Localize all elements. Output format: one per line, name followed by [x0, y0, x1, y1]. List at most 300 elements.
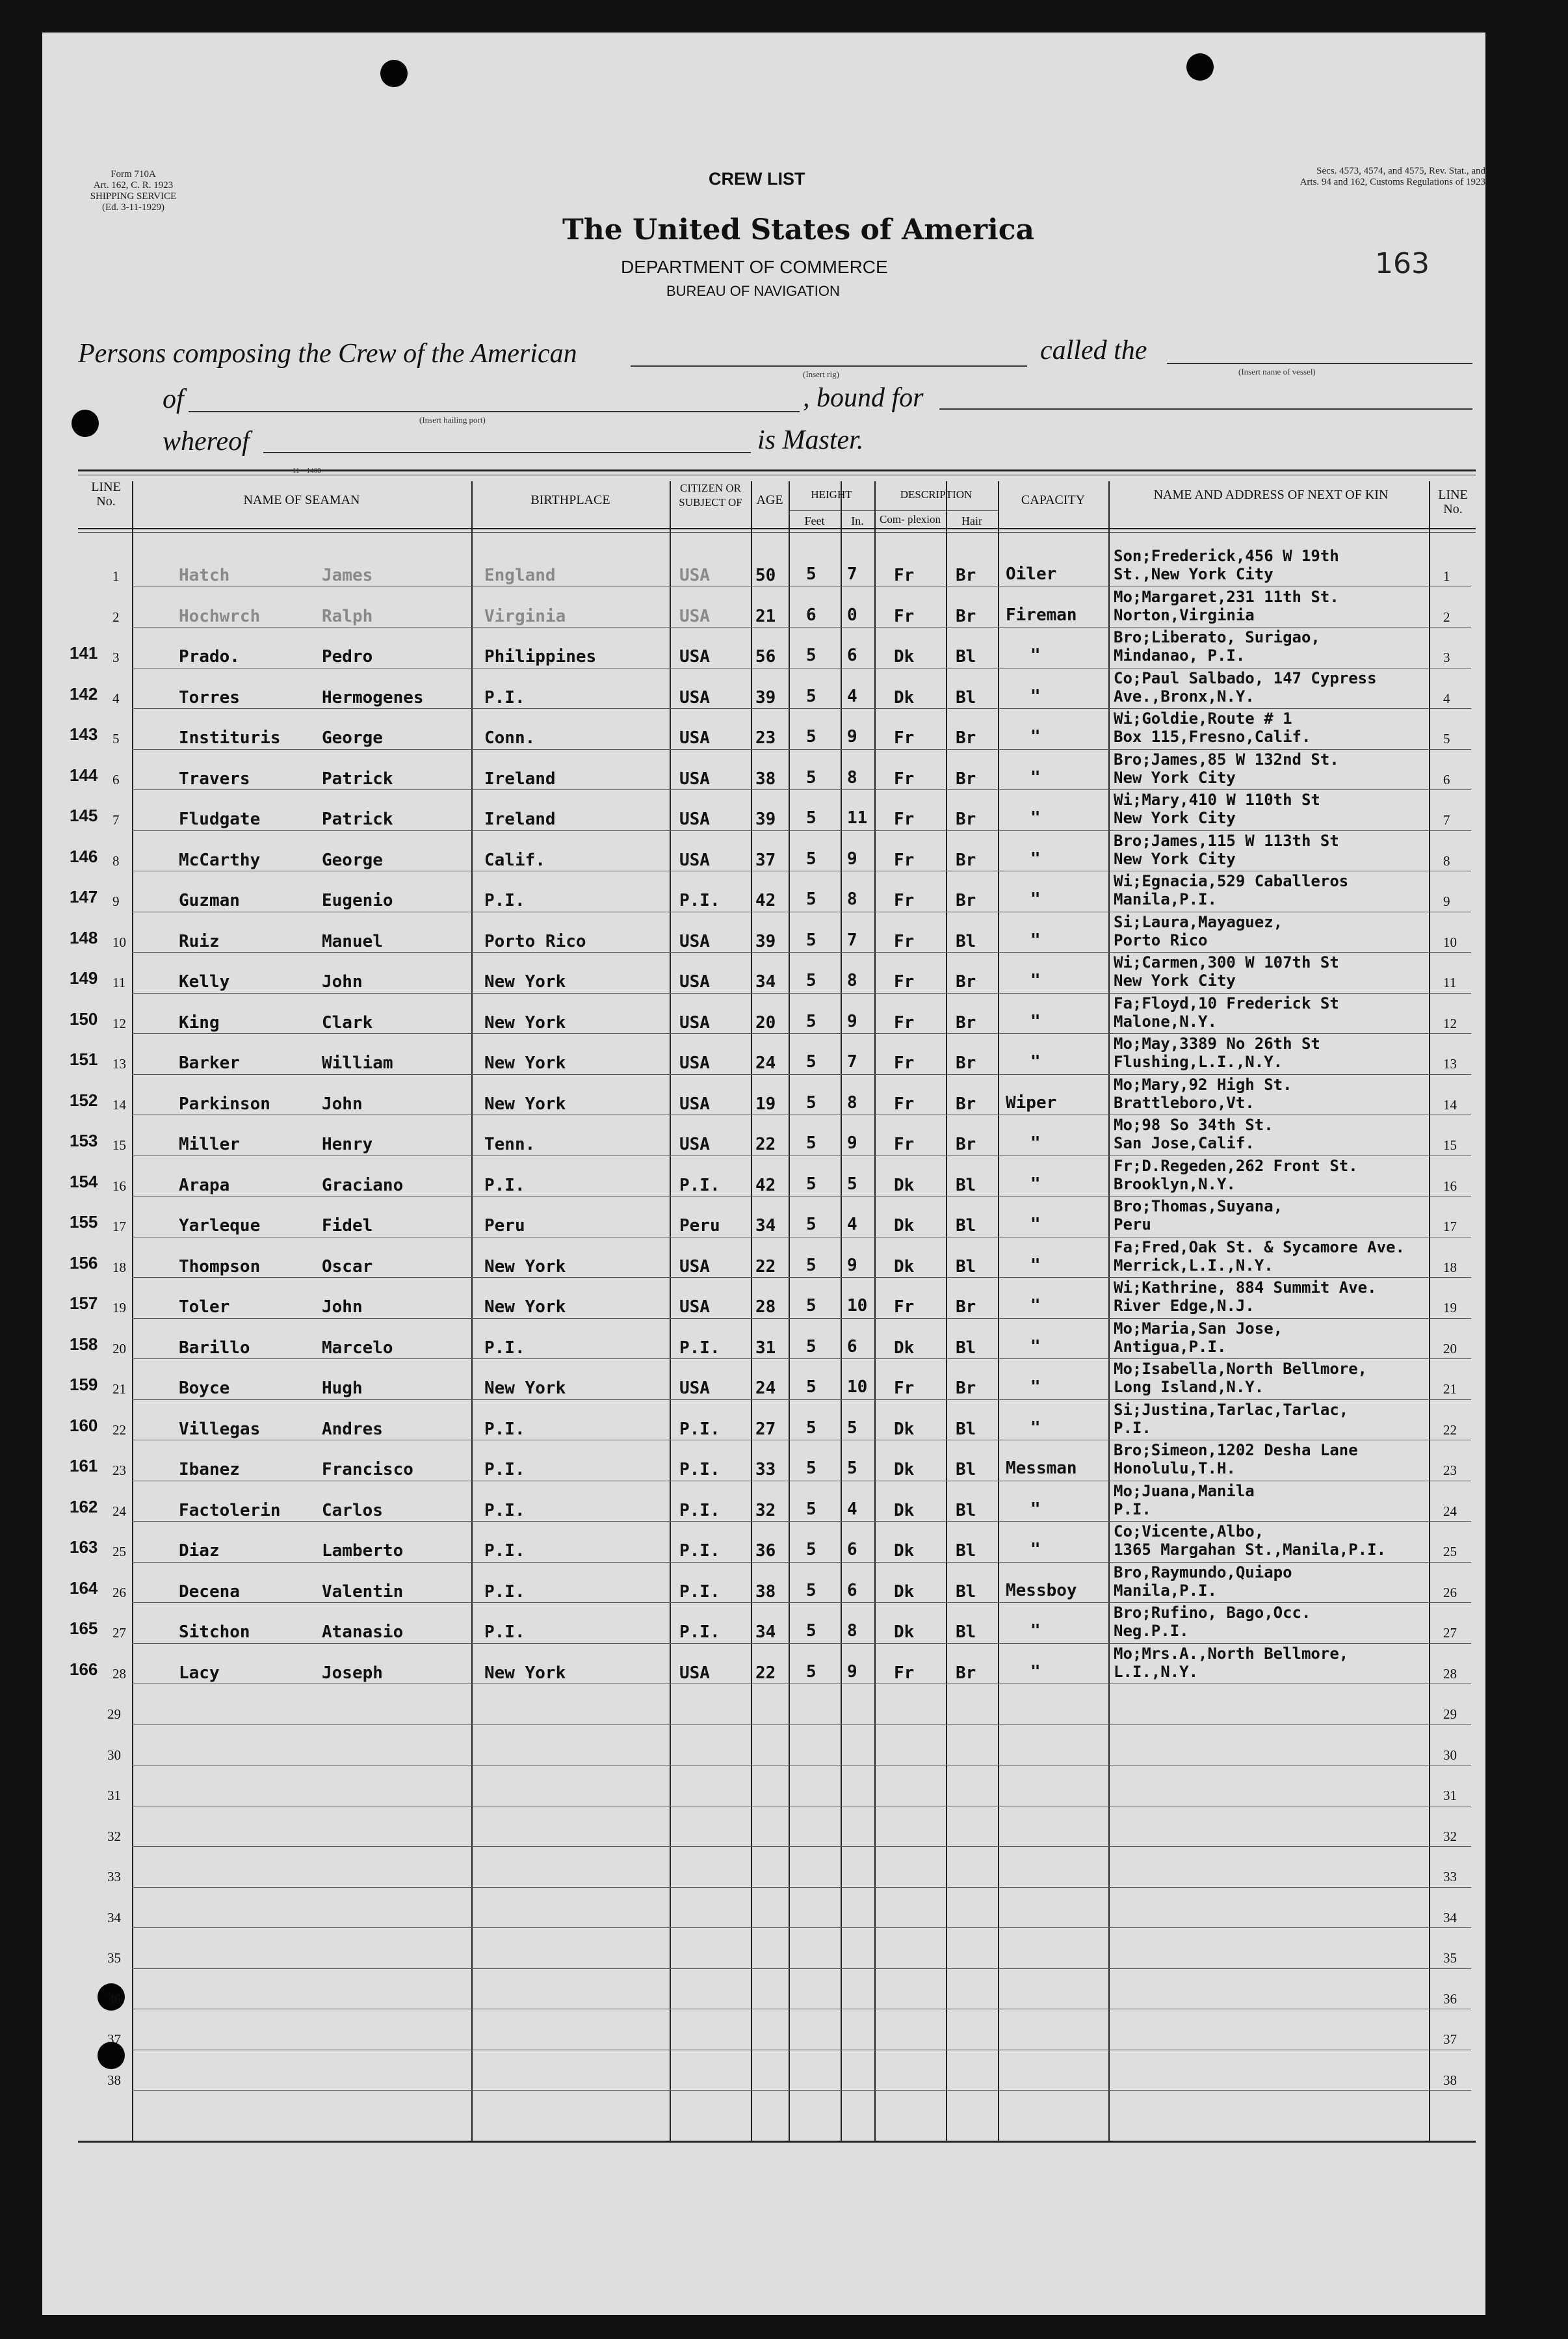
age: 56: [755, 647, 776, 667]
seaman-given-name: Atanasio: [322, 1622, 404, 1642]
height-inches: 11: [847, 808, 868, 828]
height-feet: 5: [806, 1499, 817, 1519]
complexion: Dk: [894, 1338, 915, 1358]
age: 39: [755, 931, 776, 951]
next-of-kin-line-1: Co;Paul Salbado, 147 Cypress: [1114, 668, 1377, 687]
citizenship: USA: [679, 687, 710, 707]
seaman-given-name: Francisco: [322, 1460, 413, 1479]
seaman-surname: Factolerin: [179, 1500, 281, 1520]
citizenship: USA: [679, 931, 710, 951]
line-number-right: 8: [1443, 852, 1450, 869]
line-number-right: 29: [1443, 1706, 1457, 1722]
empty-row: [42, 2009, 1485, 2050]
crew-serial-number: 163: [70, 1537, 98, 1557]
hair-color: Br: [956, 972, 976, 992]
birthplace: Ireland: [484, 810, 556, 829]
height-inches: 5: [847, 1174, 857, 1194]
col-header-complexion: Com- plexion: [880, 513, 941, 525]
height-feet: 5: [806, 1052, 817, 1072]
bound-for-text: , bound for: [803, 383, 924, 413]
seaman-given-name: Ralph: [322, 606, 373, 626]
birthplace: Virginia: [484, 606, 566, 626]
next-of-kin-line-2: New York City: [1114, 849, 1236, 868]
citizenship: USA: [679, 566, 710, 585]
empty-row: [42, 2050, 1485, 2091]
height-inches: 10: [847, 1377, 868, 1397]
crew-row: [42, 1237, 1485, 1278]
height-feet: 5: [806, 930, 817, 950]
citizenship: Peru: [679, 1216, 720, 1236]
line-number-right: 16: [1443, 1178, 1457, 1194]
capacity: Oiler: [1006, 564, 1057, 584]
hair-color: Br: [956, 1663, 976, 1683]
bureau-title: BUREAU OF NAVIGATION: [666, 283, 840, 299]
empty-row: [42, 1725, 1485, 1766]
line-number: 9: [112, 893, 120, 909]
birthplace: Tenn.: [484, 1135, 536, 1154]
age: 32: [755, 1500, 776, 1520]
crew-row: [42, 1034, 1485, 1075]
line-number: 2: [112, 609, 120, 625]
seaman-surname: Instituris: [179, 728, 281, 748]
next-of-kin-line-1: Wi;Goldie,Route # 1: [1114, 709, 1292, 728]
line-number-right: 26: [1443, 1584, 1457, 1600]
seaman-given-name: Graciano: [322, 1175, 404, 1195]
capacity: ": [1030, 1499, 1041, 1519]
crew-serial-number: 166: [70, 1659, 98, 1679]
line-number: 7: [112, 812, 120, 828]
next-of-kin-line-1: Bro,Raymundo,Quiapo: [1114, 1563, 1292, 1581]
empty-row: [42, 1969, 1485, 2010]
next-of-kin-line-2: 1365 Margahan St.,Manila,P.I.: [1114, 1540, 1387, 1559]
col-header-age: AGE: [756, 493, 783, 507]
birthplace: P.I.: [484, 1581, 525, 1602]
col-header-inches: In.: [851, 514, 864, 527]
line-number-right: 15: [1443, 1137, 1457, 1153]
complexion: Dk: [894, 1460, 915, 1479]
crew-row: [42, 831, 1485, 872]
birthplace: New York: [484, 1012, 566, 1033]
seaman-surname: Hatch: [179, 566, 230, 585]
capacity: ": [1030, 1377, 1041, 1397]
line-number: 35: [107, 1950, 121, 1966]
height-feet: 5: [806, 564, 817, 584]
birthplace: Porto Rico: [484, 931, 586, 951]
line-number: 22: [112, 1421, 126, 1438]
capacity: ": [1030, 1133, 1041, 1153]
seaman-given-name: Oscar: [322, 1256, 373, 1276]
complexion: Fr: [894, 891, 915, 910]
height-feet: 5: [806, 1418, 817, 1438]
seaman-given-name: Carlos: [322, 1500, 383, 1520]
next-of-kin-line-2: Brooklyn,N.Y.: [1114, 1174, 1236, 1193]
seaman-surname: Sitchon: [179, 1622, 250, 1642]
seaman-given-name: Clark: [322, 1012, 373, 1033]
citizenship: USA: [679, 1663, 710, 1683]
age: 34: [755, 1622, 776, 1642]
is-master-text: is Master.: [757, 425, 864, 455]
citizenship: USA: [679, 810, 710, 829]
hair-color: Bl: [956, 1500, 976, 1520]
line-number-right: 22: [1443, 1421, 1457, 1438]
birthplace: New York: [484, 1663, 566, 1683]
birthplace: New York: [484, 972, 566, 992]
seaman-given-name: Marcelo: [322, 1338, 393, 1358]
col-header-name: NAME OF SEAMAN: [243, 493, 360, 507]
crew-serial-number: 159: [70, 1375, 98, 1394]
table-top-rule: [78, 469, 1476, 471]
form-id-block: [88, 169, 179, 213]
capacity: ": [1030, 646, 1041, 665]
line-number-right: 30: [1443, 1747, 1457, 1763]
birthplace: New York: [484, 1053, 566, 1073]
crew-row: [42, 1319, 1485, 1360]
capacity: ": [1030, 930, 1041, 950]
height-inches: 4: [847, 1215, 857, 1234]
next-of-kin-line-2: Norton,Virginia: [1114, 605, 1255, 624]
height-feet: 5: [806, 1661, 817, 1682]
birthplace: Philippines: [484, 647, 597, 667]
col-header-hair: Hair: [961, 514, 982, 527]
next-of-kin-line-1: Mo;Isabella,North Bellmore,: [1114, 1360, 1368, 1378]
birthplace: New York: [484, 1297, 566, 1317]
capacity: ": [1030, 1336, 1041, 1356]
next-of-kin-line-2: New York City: [1114, 768, 1236, 787]
next-of-kin-line-2: Antigua,P.I.: [1114, 1337, 1227, 1356]
age: 23: [755, 728, 776, 748]
citizenship: USA: [679, 728, 710, 748]
height-feet: 5: [806, 971, 817, 990]
seaman-given-name: Lamberto: [322, 1541, 404, 1561]
crew-serial-number: 149: [70, 968, 98, 988]
complexion: Fr: [894, 1012, 915, 1033]
seaman-given-name: Joseph: [322, 1663, 383, 1683]
next-of-kin-line-2: Neg.P.I.: [1114, 1622, 1189, 1640]
line-number-right: 33: [1443, 1869, 1457, 1884]
whereof-text: whereof: [163, 427, 250, 456]
complexion: Fr: [894, 728, 915, 748]
crew-serial-number: 162: [70, 1496, 98, 1516]
complexion: Dk: [894, 1581, 915, 1602]
form-id-line: SHIPPING SERVICE: [90, 191, 177, 202]
age: 42: [755, 891, 776, 910]
line-number: 26: [112, 1584, 126, 1600]
line-number: 37: [107, 2031, 121, 2047]
complexion: Dk: [894, 1216, 915, 1236]
col-header-height: HEIGHT: [811, 488, 852, 501]
crew-row: [42, 587, 1485, 628]
next-of-kin-line-2: Mindanao, P.I.: [1114, 646, 1246, 665]
hair-color: Br: [956, 566, 976, 585]
seaman-given-name: James: [322, 566, 373, 585]
line-number: 4: [112, 690, 120, 706]
height-inches: 9: [847, 849, 857, 869]
empty-row: [42, 1847, 1485, 1888]
height-feet: 5: [806, 727, 817, 747]
age: 36: [755, 1541, 776, 1561]
capacity: ": [1030, 1418, 1041, 1438]
age: 22: [755, 1663, 776, 1683]
seaman-given-name: Hugh: [322, 1379, 363, 1398]
citizenship: P.I.: [679, 891, 720, 910]
height-inches: 6: [847, 1336, 857, 1356]
complexion: Fr: [894, 972, 915, 992]
line-number: 6: [112, 771, 120, 787]
citizenship: USA: [679, 769, 710, 789]
line-number: 24: [112, 1503, 126, 1519]
height-inches: 5: [847, 1418, 857, 1438]
line-number: 25: [112, 1544, 126, 1559]
next-of-kin-line-1: Mo;98 So 34th St.: [1114, 1116, 1274, 1134]
height-inches: 9: [847, 1011, 857, 1031]
line-number-right: 34: [1443, 1909, 1457, 1925]
crew-row: [42, 1196, 1485, 1237]
age: 19: [755, 1094, 776, 1114]
next-of-kin-line-2: Porto Rico: [1114, 931, 1208, 949]
capacity: ": [1030, 808, 1041, 828]
col-header-line-no-right: LINE No.: [1438, 488, 1468, 516]
citizenship: P.I.: [679, 1581, 720, 1602]
form-id-line: (Ed. 3-11-1929): [101, 202, 165, 213]
citizenship: USA: [679, 1256, 710, 1276]
crew-row: [42, 1563, 1485, 1604]
line-number: 5: [112, 731, 120, 747]
crew-table-body: [42, 546, 1485, 2141]
age: 20: [755, 1012, 776, 1033]
complexion: Fr: [894, 1135, 915, 1154]
seaman-given-name: William: [322, 1053, 393, 1073]
age: 24: [755, 1053, 776, 1073]
line-number: 20: [112, 1340, 126, 1356]
height-feet: 5: [806, 1540, 817, 1559]
hair-color: Bl: [956, 1541, 976, 1561]
crew-row: [42, 994, 1485, 1035]
line-number: 16: [112, 1178, 126, 1194]
height-inches: 4: [847, 686, 857, 706]
country-title: The United States of America: [562, 213, 1035, 246]
line-number-right: 18: [1443, 1259, 1457, 1275]
capacity: ": [1030, 1621, 1041, 1641]
age: 27: [755, 1419, 776, 1439]
age: 31: [755, 1338, 776, 1358]
col-header-next-of-kin: NAME AND ADDRESS OF NEXT OF KIN: [1153, 488, 1389, 502]
height-inches: 8: [847, 767, 857, 787]
next-of-kin-line-2: Merrick,L.I.,N.Y.: [1114, 1256, 1274, 1275]
birthplace: P.I.: [484, 891, 525, 910]
next-of-kin-line-2: Long Island,N.Y.: [1114, 1378, 1264, 1396]
height-inches: 9: [847, 1661, 857, 1682]
age: 34: [755, 1216, 776, 1236]
hair-color: Bl: [956, 647, 976, 667]
height-inches: 0: [847, 605, 857, 625]
height-feet: 5: [806, 1621, 817, 1641]
height-feet: 5: [806, 1459, 817, 1478]
crew-list-title: CREW LIST: [709, 169, 805, 189]
age: 37: [755, 850, 776, 870]
line-number: 27: [112, 1625, 126, 1641]
height-feet: 5: [806, 1133, 817, 1153]
age: 24: [755, 1379, 776, 1398]
citizenship: USA: [679, 850, 710, 870]
line-number-right: 36: [1443, 1990, 1457, 2007]
line-number-right: 7: [1443, 812, 1450, 828]
hair-color: Br: [956, 1297, 976, 1317]
height-inches: 8: [847, 1092, 857, 1113]
empty-row: [42, 1928, 1485, 1969]
height-feet: 5: [806, 1174, 817, 1194]
crew-serial-number: 146: [70, 846, 98, 866]
citizenship: P.I.: [679, 1419, 720, 1439]
hair-color: Bl: [956, 931, 976, 951]
height-inches: 9: [847, 1255, 857, 1275]
crew-row: [42, 750, 1485, 791]
age: 22: [755, 1256, 776, 1276]
capacity: ": [1030, 1215, 1041, 1234]
citizenship: USA: [679, 606, 710, 626]
height-inches: 8: [847, 890, 857, 909]
next-of-kin-line-1: Wi;Mary,410 W 110th St: [1114, 791, 1320, 809]
line-number-right: 6: [1443, 771, 1450, 787]
crew-row: [42, 912, 1485, 953]
statute-line: Secs. 4573, 4574, and 4575, Rev. Stat., and: [1316, 166, 1485, 176]
line-number-right: 24: [1443, 1503, 1457, 1519]
crew-row: [42, 790, 1485, 831]
seaman-given-name: Manuel: [322, 931, 383, 951]
empty-row: [42, 1765, 1485, 1806]
capacity: ": [1030, 686, 1041, 706]
citizenship: USA: [679, 1135, 710, 1154]
next-of-kin-line-2: P.I.: [1114, 1500, 1151, 1518]
seaman-surname: Yarleque: [179, 1216, 261, 1236]
next-of-kin-line-2: New York City: [1114, 971, 1236, 990]
seaman-given-name: John: [322, 972, 363, 992]
line-number-right: 1: [1443, 568, 1450, 584]
crew-serial-number: 150: [70, 1009, 98, 1029]
citizenship: USA: [679, 1094, 710, 1114]
next-of-kin-line-1: Si;Justina,Tarlac,Tarlac,: [1114, 1400, 1349, 1419]
complexion: Fr: [894, 1379, 915, 1398]
line-number-right: 21: [1443, 1381, 1457, 1397]
citizenship: P.I.: [679, 1500, 720, 1520]
seaman-surname: Torres: [179, 687, 240, 707]
age: 22: [755, 1135, 776, 1154]
punch-hole: [1186, 53, 1214, 81]
line-number-right: 37: [1443, 2031, 1457, 2047]
crew-serial-number: 142: [70, 683, 98, 704]
table-header-rule-2: [78, 532, 1476, 533]
height-inches: 7: [847, 930, 857, 950]
crew-serial-number: 144: [70, 765, 98, 785]
seaman-surname: Travers: [179, 769, 250, 789]
height-feet: 5: [806, 890, 817, 909]
port-blank: [189, 411, 800, 412]
height-feet: 5: [806, 1255, 817, 1275]
capacity: ": [1030, 1255, 1041, 1275]
citizenship: USA: [679, 1379, 710, 1398]
height-feet: 5: [806, 1336, 817, 1356]
height-feet: 5: [806, 646, 817, 665]
seaman-surname: Arapa: [179, 1175, 230, 1195]
hair-color: Bl: [956, 1256, 976, 1276]
line-number: 28: [112, 1665, 126, 1682]
line-number-right: 2: [1443, 609, 1450, 625]
hair-color: Bl: [956, 1622, 976, 1642]
next-of-kin-line-1: Wi;Carmen,300 W 107th St: [1114, 953, 1339, 971]
height-feet: 5: [806, 1011, 817, 1031]
next-of-kin-line-2: St.,New York City: [1114, 565, 1274, 583]
capacity: Messboy: [1006, 1580, 1077, 1600]
next-of-kin-line-1: Fa;Floyd,10 Frederick St: [1114, 994, 1339, 1012]
seaman-surname: Lacy: [179, 1663, 220, 1683]
birthplace: Conn.: [484, 728, 536, 748]
seaman-given-name: Fidel: [322, 1216, 373, 1236]
line-number: 17: [112, 1219, 126, 1234]
line-number: 31: [107, 1788, 121, 1803]
department-title: DEPARTMENT OF COMMERCE: [621, 257, 888, 277]
col-header-line-no: LINE No.: [91, 480, 121, 509]
seaman-surname: King: [179, 1012, 220, 1033]
birthplace: New York: [484, 1256, 566, 1276]
seaman-given-name: George: [322, 850, 383, 870]
rig-blank: [631, 365, 1027, 367]
next-of-kin-line-2: Peru: [1114, 1215, 1151, 1234]
table-header-rule: [78, 528, 1476, 529]
crew-serial-number: 160: [70, 1415, 98, 1435]
next-of-kin-line-2: Box 115,Fresno,Calif.: [1114, 728, 1311, 746]
seaman-given-name: John: [322, 1094, 363, 1114]
citizenship: P.I.: [679, 1460, 720, 1479]
height-inches: 5: [847, 1459, 857, 1478]
next-of-kin-line-2: Brattleboro,Vt.: [1114, 1093, 1255, 1112]
height-feet: 5: [806, 767, 817, 787]
seaman-surname: Guzman: [179, 891, 240, 910]
line-number-right: 3: [1443, 650, 1450, 665]
complexion: Dk: [894, 687, 915, 707]
age: 39: [755, 810, 776, 829]
height-inches: 8: [847, 1621, 857, 1641]
line-number-right: 10: [1443, 934, 1457, 950]
next-of-kin-line-2: Malone,N.Y.: [1114, 1012, 1217, 1031]
next-of-kin-line-1: Mo;Margaret,231 11th St.: [1114, 587, 1339, 606]
hair-color: Bl: [956, 1175, 976, 1195]
height-feet: 6: [806, 605, 817, 625]
line-number: 8: [112, 852, 120, 869]
complexion: Dk: [894, 1541, 915, 1561]
crew-row: [42, 1278, 1485, 1319]
line-number-right: 14: [1443, 1096, 1457, 1113]
line-number: 14: [112, 1096, 126, 1113]
next-of-kin-line-2: Honolulu,T.H.: [1114, 1459, 1236, 1477]
seaman-surname: Decena: [179, 1581, 240, 1602]
called-the-text: called the: [1040, 336, 1147, 365]
crew-row: [42, 1400, 1485, 1441]
capacity: ": [1030, 1296, 1041, 1315]
line-number: 19: [112, 1300, 126, 1315]
crew-serial-number: 145: [70, 806, 98, 825]
height-feet: 5: [806, 1580, 817, 1600]
line-number: 33: [107, 1869, 121, 1884]
crew-row: [42, 1115, 1485, 1156]
complexion: Dk: [894, 647, 915, 667]
capacity: ": [1030, 890, 1041, 909]
capacity: Messman: [1006, 1459, 1077, 1478]
next-of-kin-line-2: L.I.,N.Y.: [1114, 1662, 1199, 1681]
citizenship: P.I.: [679, 1622, 720, 1642]
next-of-kin-line-1: Fr;D.Regeden,262 Front St.: [1114, 1156, 1358, 1175]
hair-color: Bl: [956, 1581, 976, 1602]
capacity: Wiper: [1006, 1092, 1057, 1113]
next-of-kin-line-1: Fa;Fred,Oak St. & Sycamore Ave.: [1114, 1237, 1405, 1256]
